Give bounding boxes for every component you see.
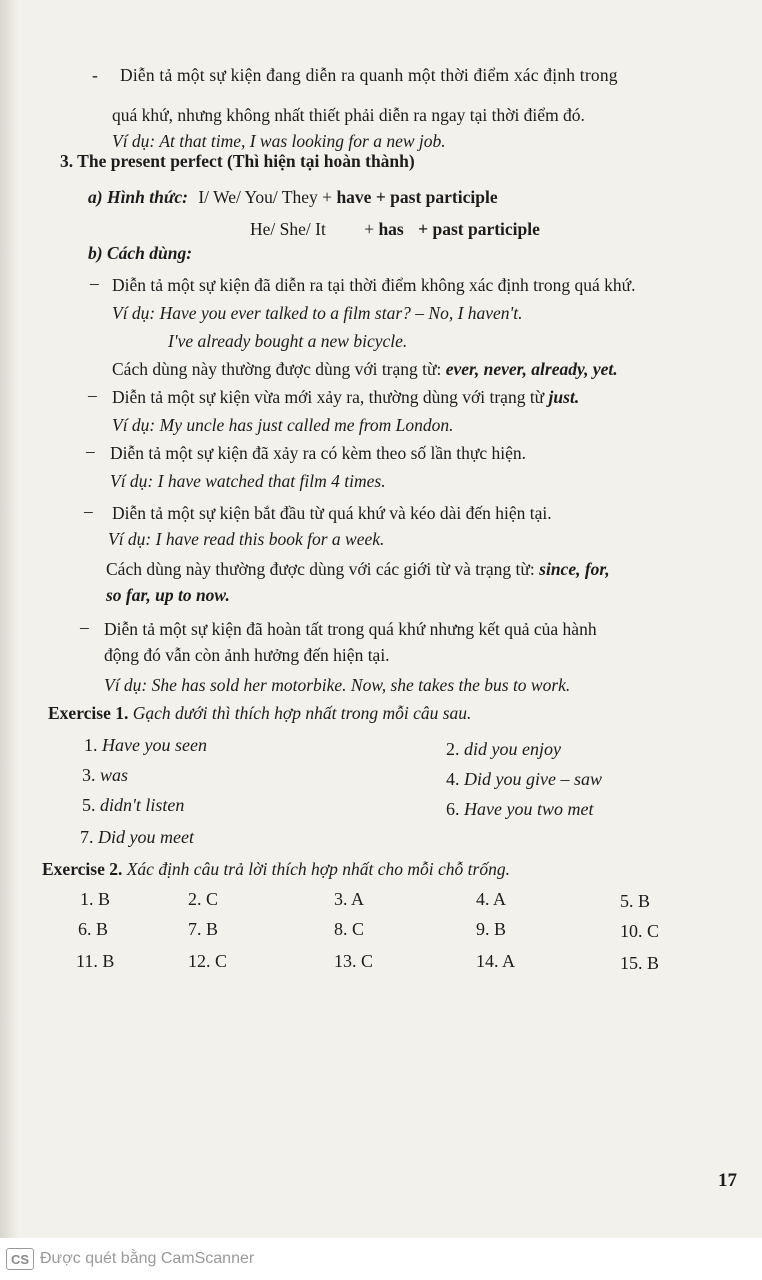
- ex2-answer: 9. B: [476, 919, 507, 939]
- ex2-answer: 8. C: [334, 919, 365, 939]
- usage-3: Diễn tả một sự kiện đã xảy ra có kèm theo số lần thực hiện.: [110, 443, 527, 463]
- s1-example: Ví dụ: At that time, I was looking for a new job.: [112, 131, 446, 151]
- camscanner-icon: CS: [6, 1248, 34, 1270]
- bullet-dash: –: [80, 617, 89, 637]
- page-edge-shadow: [0, 0, 18, 1238]
- ex2-answer: 7. B: [188, 919, 219, 939]
- section-heading: 3. The present perfect (Thì hiện tại hoàn thành): [60, 151, 415, 171]
- usage-1-example: Ví dụ: Have you ever talked to a film star? – No, I haven't.: [112, 303, 523, 323]
- bullet-dash: -: [92, 65, 98, 85]
- ex2-answer: 1. B: [80, 889, 111, 909]
- ex2-answer: 13. C: [334, 951, 374, 971]
- usage-4: Diễn tả một sự kiện bắt đầu từ quá khứ và kéo dài đến hiện tại.: [112, 503, 552, 523]
- bullet-dash: –: [84, 501, 93, 521]
- ex1-answer: 7. Did you meet: [80, 827, 194, 847]
- usage-5-example: Ví dụ: She has sold her motorbike. Now, she takes the bus to work.: [104, 675, 571, 695]
- ex2-answer: 4. A: [476, 889, 507, 909]
- form-row-1: a) Hình thức: I/ We/ You/ They + have + past participle: [88, 187, 498, 207]
- usage-2-example: Ví dụ: My uncle has just called me from London.: [112, 415, 454, 435]
- s1-line1: Diễn tả một sự kiện đang diễn ra quanh một thời điểm xác định trong: [120, 65, 618, 85]
- watermark-text: Được quét bằng CamScanner: [40, 1250, 255, 1267]
- ex2-answer: 5. B: [620, 891, 651, 911]
- ex1-answer: 5. didn't listen: [82, 795, 185, 815]
- form-row-2: He/ She/ It + has + past participle: [250, 219, 540, 239]
- ex1-answer: 6. Have you two met: [446, 799, 594, 819]
- page-number: 17: [718, 1170, 737, 1191]
- ex2-answer: 15. B: [620, 953, 660, 973]
- usage-1: Diễn tả một sự kiện đã diễn ra tại thời điểm không xác định trong quá khứ.: [112, 275, 636, 295]
- usage-5-line2: động đó vẫn còn ảnh hưởng đến hiện tại.: [104, 645, 390, 665]
- ex2-answer: 10. C: [620, 921, 660, 941]
- ex2-answer: 2. C: [188, 889, 219, 909]
- ex1-answer: 3. was: [82, 765, 129, 785]
- ex1-answer: 2. did you enjoy: [446, 739, 561, 759]
- usage-1-example-2: I've already bought a new bicycle.: [168, 331, 408, 351]
- ex1-answer: 1. Have you seen: [84, 735, 207, 755]
- exercise-1-heading: Exercise 1. Gạch dưới thì thích hợp nhất trong mỗi câu sau.: [48, 703, 472, 723]
- usage-4-note: Cách dùng này thường được dùng với các giới từ và trạng từ: since, for,: [106, 559, 610, 579]
- usage-label: b) Cách dùng:: [88, 243, 193, 263]
- s1-line2: quá khứ, nhưng không nhất thiết phải diễn ra ngay tại thời điểm đó.: [112, 105, 585, 125]
- usage-2: Diễn tả một sự kiện vừa mới xảy ra, thường dùng với trạng từ just.: [112, 387, 580, 407]
- ex1-answer: 4. Did you give – saw: [446, 769, 602, 789]
- bullet-dash: –: [88, 385, 97, 405]
- usage-1-note: Cách dùng này thường được dùng với trạng từ: ever, never, already, yet.: [112, 359, 618, 379]
- exercise-2-heading: Exercise 2. Xác định câu trả lời thích hợp nhất cho mỗi chỗ trống.: [42, 859, 510, 879]
- ex2-answer: 3. A: [334, 889, 365, 909]
- usage-4-note-2: so far, up to now.: [106, 585, 230, 605]
- ex2-answer: 14. A: [476, 951, 516, 971]
- usage-3-example: Ví dụ: I have watched that film 4 times.: [110, 471, 386, 491]
- ex2-answer: 11. B: [76, 951, 115, 971]
- ex2-answer: 12. C: [188, 951, 228, 971]
- bullet-dash: –: [86, 441, 95, 461]
- usage-5-line1: Diễn tả một sự kiện đã hoàn tất trong quá khứ nhưng kết quả của hành: [104, 619, 597, 639]
- usage-4-example: Ví dụ: I have read this book for a week.: [108, 529, 385, 549]
- scanner-watermark: [0, 1238, 762, 1280]
- ex2-answer: 6. B: [78, 919, 109, 939]
- bullet-dash: –: [90, 273, 99, 293]
